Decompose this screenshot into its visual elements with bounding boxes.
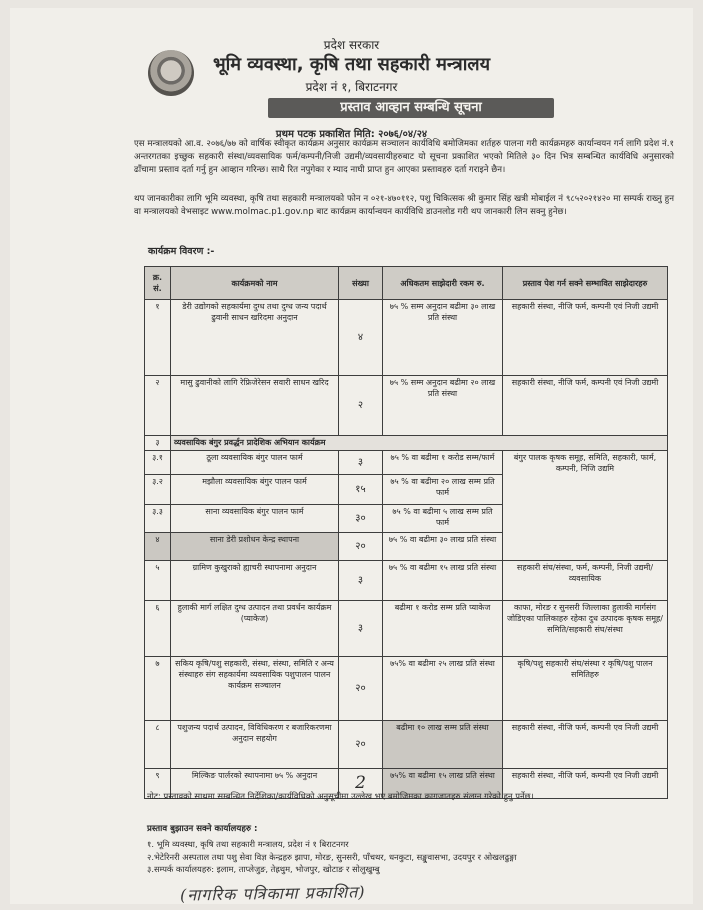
row-name: डेरी उद्योगको सहकार्यमा दुग्ध तथा दुग्ध जन्य पदार्थ ढुवानी साधन खरिदमा अनुदान	[171, 300, 339, 376]
table-row	[145, 561, 668, 601]
row-sn: ३.३	[145, 505, 171, 533]
row-grant: ७५% वा बढीमा १५ लाख प्रति संस्था	[383, 769, 503, 799]
notice-title: प्रस्ताव आव्हान सम्बन्धि सूचना	[268, 98, 554, 118]
row-count: ३०	[339, 505, 383, 533]
row-sn: ८	[145, 721, 171, 769]
row-sn: ६	[145, 601, 171, 657]
row-sn: ४	[145, 533, 171, 561]
list-item: ३.सम्पर्क कार्यालयहरु: इलाम, ताप्लेजुङ, तेह्रथुम, भोजपुर, खोटाङ र सोलुखुम्बु	[147, 864, 380, 874]
row-name: ग्रामिण कुखुराको ह्याचरी स्थापनामा अनुदान	[171, 561, 339, 601]
submission-office-list	[147, 838, 687, 876]
row-eligible: सहकारी संस्था, नीजि फर्म, कम्पनी एव निजी उद्यमी	[503, 721, 668, 769]
row-sn: १	[145, 300, 171, 376]
intro-paragraph: एस मन्त्रालयको आ.व. २०७६/७७ को वार्षिक स्वीकृत कार्यक्रम अनुसार कार्यक्रम सञ्चालन कार्यविधि बमोजिमका शर्तहरु पालना गरी कार्यक्रमहरु कार्यान्वयन गर्न लागि प्रदेश नं.१ अन्तरगतका इच्छुक सहकारी संस्था/व्यवसायिक फर्म/कम्पनी/निजी उद्यमी/व्यवसायीहरुबाट यो सूचना प्रकाशित भएको मितिले ३० दिन भित्र सम्बन्धित कार्यविधि अनुसारको ढाँचामा प्रस्ताव दर्ता गर्नु हुन आव्हान गरिन्छ। साथै रित नपुगेका र म्याद नाघी प्राप्त हुन आएका प्रस्तावहरु दर्ता गराइने छैन।	[134, 139, 674, 176]
row-grant: ७५ % वा बढीमा १५ लाख प्रति संस्था	[383, 561, 503, 601]
row-count: २०	[339, 533, 383, 561]
row-sn: २	[145, 376, 171, 436]
row-sn: ३	[145, 436, 171, 451]
table-row	[145, 376, 668, 436]
publish-date: प्रथम पटक प्रकाशित मिति: २०७६/०४/२४	[275, 129, 428, 140]
row-count: ३	[339, 561, 383, 601]
row-grant: बढीमा १ करोड सम्म प्रति प्याकेज	[383, 601, 503, 657]
row-eligible: सहकारी संस्था, नीजि फर्म, कम्पनी एवं निजी उद्यमी	[503, 300, 668, 376]
row-eligible: बंगुर पालक कृषक समूह, समिति, सहकारी, फार्म, कम्पनी, निजि उद्यमि	[503, 451, 668, 561]
col-header-count: संख्या	[339, 267, 383, 300]
row-grant: ७५ % वा बढीमा २० लाख सम्म प्रति फार्म	[383, 475, 503, 505]
row-sn: ७	[145, 657, 171, 721]
row-name: साना व्यवसायिक बंगुर पालन फार्म	[171, 505, 339, 533]
section-title: कार्यक्रम विवरण :-	[148, 246, 215, 257]
list-item: २.भेटेरिनरी अस्पताल तथा पशु सेवा विज्ञ केन्द्रहरु झापा, मोरङ, सुनसरी, पाँचथर, धनकुटा, सङ्खुवासभा, उदयपुर र ओखलढुङ्गा	[147, 851, 517, 862]
notice-page	[10, 8, 693, 904]
table-row	[145, 721, 668, 769]
row-grant: ७५ % सम्म अनुदान बढीमा ३० लाख प्रति संस्था	[383, 300, 503, 376]
table-header-row	[145, 267, 668, 300]
row-sn: ५	[145, 561, 171, 601]
row-eligible: कृषि/पशु सहकारी संघ/संस्था र कृषि/पशु पालन समितिहरु	[503, 657, 668, 721]
row-name: साना डेरी प्रशोधन केन्द्र स्थापना	[171, 533, 339, 561]
row-count: ३	[339, 451, 383, 475]
row-count: ३	[339, 601, 383, 657]
row-count: २०	[339, 657, 383, 721]
row-name: ठूला व्यवसायिक बंगुर पालन फार्म	[171, 451, 339, 475]
row-section-title: व्यवसायिक बंगुर प्रवर्द्धन प्रादेशिक अभियान कार्यक्रम	[171, 436, 668, 451]
row-sn: ३.१	[145, 451, 171, 475]
list-item: १. भूमि व्यवस्था, कृषि तथा सहकारी मन्त्रालय, प्रदेश नं १ बिराटनगर	[147, 839, 349, 849]
row-count-handwritten: 2	[339, 769, 383, 799]
row-sn: ९	[145, 769, 171, 799]
row-count: २०	[339, 721, 383, 769]
row-grant: ७५% वा बढीमा २५ लाख प्रति संस्था	[383, 657, 503, 721]
ministry-location: प्रदेश नं १, बिराटनगर	[305, 80, 398, 94]
row-name: हुलाकी मार्ग लक्षित दुग्ध उत्पादन तथा प्रवर्धन कार्यक्रम (प्याकेज)	[171, 601, 339, 657]
row-name: मझौला व्यवसायिक बंगुर पालन फार्म	[171, 475, 339, 505]
row-grant: ७५ % वा बढीमा ५ लाख सम्म प्रति फार्म	[383, 505, 503, 533]
row-sn: ३.२	[145, 475, 171, 505]
row-grant: ७५ % सम्म अनुदान बढीमा २० लाख प्रति संस्था	[383, 376, 503, 436]
row-name: पशुजन्य पदार्थ उत्पादन, विविधिकरण र बजारिकरणमा अनुदान सहयोग	[171, 721, 339, 769]
row-count: २	[339, 376, 383, 436]
row-eligible: सहकारी संघ/संस्था, फर्म, कम्पनी, निजी उद्यमी/व्यवसायिक	[503, 561, 668, 601]
ministry-title: भूमि व्यवस्था, कृषि तथा सहकारी मन्त्रालय	[212, 54, 491, 75]
col-header-sn: क्र. सं.	[145, 267, 171, 300]
contact-paragraph: थप जानकारीका लागि भूमि व्यवस्था, कृषि तथा सहकारी मन्त्रालयको फोन न ०२१-४७०११२, पशु चिकित्सक श्री कुमार सिंह खत्री मोबाईल नं ९८५२०२१४२० मा सम्पर्क राख्नु हुन वा मन्त्रालयको वेभसाइट www.molmac.p1.gov.np बाट कार्यक्रम कार्यान्वयन कार्यविधि डाउनलोड गरी थप जानकारी लिन सक्नु हुनेछ।	[134, 194, 674, 218]
row-name: सकिय कृषि/पशु सहकारी, संस्था, संस्था, समिति र अन्य संस्थाहरु संग सहकार्यमा व्यवसायिक पशुपालन पालन कार्यक्रम सञ्चालन	[171, 657, 339, 721]
row-eligible: सहकारी संस्था, नीजि फर्म, कम्पनी एवं निजी उद्यमी	[503, 376, 668, 436]
row-grant: बढीमा १० लाख सम्म प्रति संस्था	[383, 721, 503, 769]
row-name: मासु ढुवानीको लागि रेफ्रिजेरेसन सवारी साधन खरिद	[171, 376, 339, 436]
handwritten-annotation: (नागरिक पत्रिकामा प्रकाशित)	[179, 882, 366, 905]
table-row	[145, 657, 668, 721]
note-text: नोट: प्रस्तावको साथमा सम्बन्धित निर्देशिका/कार्यविधिको अनुसूचीमा उल्लेख भए बमोजिमका कागजातहरु संलग्न गरेको हुनु पर्नेछ।	[147, 791, 534, 801]
col-header-grant: अधिकतम साझेदारी रकम रु.	[383, 267, 503, 300]
row-count: १५	[339, 475, 383, 505]
table-row	[145, 300, 668, 376]
table-section-row	[145, 436, 668, 451]
program-table	[144, 266, 668, 799]
row-count: ४	[339, 300, 383, 376]
row-grant: ७५ % वा बढीमा ३० लाख प्रति संस्था	[383, 533, 503, 561]
submission-title: प्रस्ताव बुझाउन सक्ने कार्यालयहरु :	[147, 824, 258, 834]
col-header-eligible: प्रस्ताव पेश गर्न सक्ने सम्भावित साझेदारहरु	[503, 267, 668, 300]
row-grant: ७५ % वा बढीमा १ करोड सम्म/फार्म	[383, 451, 503, 475]
government-label: प्रदेश सरकार	[323, 38, 380, 52]
row-eligible: काफा, मोरङ र सुनसरी जिल्लाका हुलाकी मार्गसंग जोडिएका पालिकाहरु रहेका दुध उत्पादक कृषक समूह/समिति/सहकारी संघ/संस्था	[503, 601, 668, 657]
row-eligible: सहकारी संस्था, नीजि फर्म, कम्पनी एव निजी उद्यमी	[503, 769, 668, 799]
col-header-name: कार्यक्रमको नाम	[171, 267, 339, 300]
row-name: मिल्किङ पार्लरको स्थापनामा ७५ % अनुदान	[171, 769, 339, 799]
table-row	[145, 451, 668, 475]
table-row	[145, 601, 668, 657]
